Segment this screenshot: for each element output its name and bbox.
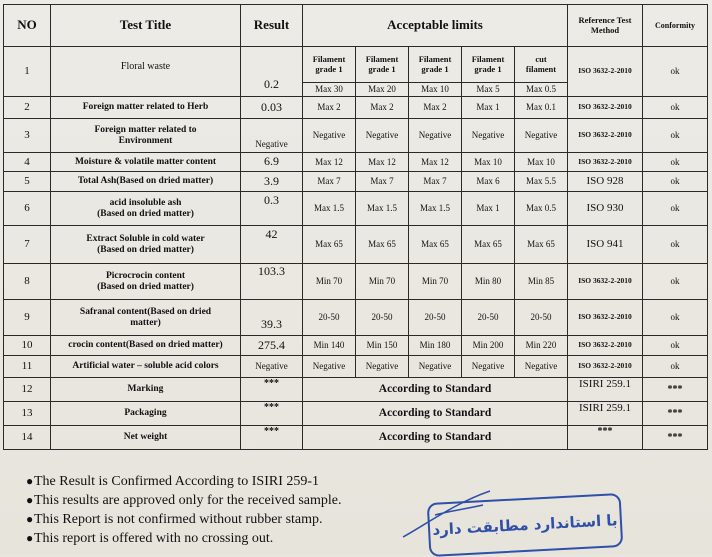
grade-header: cut filament [515, 47, 568, 83]
row-reference-method: ISO 3632-2-2010 [568, 300, 643, 336]
header-no: NO [4, 5, 51, 47]
row-result: 0.3 [241, 192, 303, 226]
limit-cell: Max 5 [462, 83, 515, 97]
limit-cell: Min 180 [409, 336, 462, 356]
row-conformity: ok [643, 47, 708, 97]
limit-cell: Max 65 [462, 226, 515, 264]
table-row [4, 426, 708, 450]
row-conformity: ok [643, 336, 708, 356]
limit-cell: Negative [515, 119, 568, 153]
row-number: 7 [4, 226, 51, 264]
limit-cell: Max 65 [409, 226, 462, 264]
header-row [4, 5, 708, 47]
limit-cell: Max 12 [303, 153, 356, 172]
row-conformity: *** [643, 378, 708, 402]
limit-cell: Min 70 [356, 264, 409, 300]
row-conformity: ok [643, 264, 708, 300]
row-number: 11 [4, 356, 51, 378]
limit-cell: 20-50 [409, 300, 462, 336]
limit-cell: 20-50 [356, 300, 409, 336]
limit-cell: Negative [462, 356, 515, 378]
conformity-stamp: با استاندارد مطابقت دارد [427, 493, 624, 557]
row-reference-method: ISO 3632-2-2010 [568, 119, 643, 153]
row-result: *** [241, 402, 303, 426]
limit-cell: Negative [356, 119, 409, 153]
row-conformity: ok [643, 300, 708, 336]
table-row [4, 119, 708, 153]
list-item: ●This results are approved only for the received sample. [10, 491, 342, 510]
table-row [4, 47, 708, 83]
grade-header: Filament grade 1 [462, 47, 515, 83]
limit-cell: Max 30 [303, 83, 356, 97]
limit-cell: Max 10 [515, 153, 568, 172]
limit-cell: Min 150 [356, 336, 409, 356]
limit-cell: Max 0.5 [515, 83, 568, 97]
table-row [4, 192, 708, 226]
limit-cell: Max 65 [303, 226, 356, 264]
header-test-title: Test Title [51, 5, 241, 47]
limit-cell: Max 7 [356, 172, 409, 192]
row-reference-method: ISO 3632-2-2010 [568, 356, 643, 378]
list-item: ●This report is offered with no crossing out. [10, 529, 342, 548]
row-number: 13 [4, 402, 51, 426]
limit-cell: Min 70 [303, 264, 356, 300]
limit-cell: Max 1.5 [303, 192, 356, 226]
row-test-title: Marking [51, 378, 241, 402]
row-test-title: Net weight [51, 426, 241, 450]
table-row [4, 356, 708, 378]
row-reference-method: ISIRI 259.1 [568, 378, 643, 402]
row-number: 5 [4, 172, 51, 192]
row-reference-method: ISO 930 [568, 192, 643, 226]
limit-cell: Max 2 [303, 97, 356, 119]
row-number: 10 [4, 336, 51, 356]
row-test-title: Safranal content(Based on dried matter) [51, 300, 241, 336]
header-acceptable-limits: Acceptable limits [303, 5, 568, 47]
row-test-title: crocin content(Based on dried matter) [51, 336, 241, 356]
row-result: 103.3 [241, 264, 303, 300]
row-number: 4 [4, 153, 51, 172]
row-number: 6 [4, 192, 51, 226]
row-conformity: ok [643, 97, 708, 119]
limit-cell: Min 70 [409, 264, 462, 300]
row-result: 42 [241, 226, 303, 264]
grade-header: Filament grade 1 [409, 47, 462, 83]
table-row [4, 153, 708, 172]
limit-cell: Negative [515, 356, 568, 378]
row-test-title: Moisture & volatile matter content [51, 153, 241, 172]
list-item: ●This Report is not confirmed without rubber stamp. [10, 510, 342, 529]
row-conformity: ok [643, 153, 708, 172]
row-test-title: Picrocrocin content (Based on dried matter) [51, 264, 241, 300]
header-conformity: Conformity [643, 5, 708, 47]
row-number: 12 [4, 378, 51, 402]
header-result: Result [241, 5, 303, 47]
row-number: 3 [4, 119, 51, 153]
row-result: 3.9 [241, 172, 303, 192]
row-result: 39.3 [241, 300, 303, 336]
limit-cell: 20-50 [515, 300, 568, 336]
limit-cell: Negative [462, 119, 515, 153]
table-row [4, 402, 708, 426]
row-result: *** [241, 378, 303, 402]
bullet-icon: ● [26, 474, 34, 488]
row-reference-method: ISO 3632-2-2010 [568, 153, 643, 172]
row-result: Negative [241, 119, 303, 153]
row-conformity: ok [643, 119, 708, 153]
limit-cell: Negative [356, 356, 409, 378]
limit-cell: Negative [303, 119, 356, 153]
row-number: 8 [4, 264, 51, 300]
row-test-title: Packaging [51, 402, 241, 426]
list-item: ●The Result is Confirmed According to ISIRI 259-1 [10, 472, 342, 491]
row-reference-method: ISO 928 [568, 172, 643, 192]
row-result: 0.2 [241, 47, 303, 97]
test-results-table [3, 4, 708, 450]
table-row [4, 378, 708, 402]
limit-cell: 20-50 [462, 300, 515, 336]
limit-cell: Negative [303, 356, 356, 378]
row-conformity: ok [643, 356, 708, 378]
limit-cell: Max 2 [409, 97, 462, 119]
limit-cell: Min 140 [303, 336, 356, 356]
limit-cell: Negative [409, 356, 462, 378]
row-result: *** [241, 426, 303, 450]
table-row [4, 300, 708, 336]
row-conformity: ok [643, 192, 708, 226]
row-test-title: Total Ash(Based on dried matter) [51, 172, 241, 192]
bullet-icon: ● [26, 512, 34, 526]
limit-cell: Max 6 [462, 172, 515, 192]
bullet-icon: ● [26, 531, 34, 545]
table-row [4, 336, 708, 356]
row-result: 0.03 [241, 97, 303, 119]
limit-cell: Max 0.1 [515, 97, 568, 119]
limit-cell: Max 10 [409, 83, 462, 97]
row-test-title: Floral waste [51, 47, 241, 97]
limit-cell: Max 7 [409, 172, 462, 192]
limit-cell: Max 1.5 [356, 192, 409, 226]
row-test-title: acid insoluble ash (Based on dried matter) [51, 192, 241, 226]
row-test-title: Artificial water – soluble acid colors [51, 356, 241, 378]
row-conformity: ok [643, 226, 708, 264]
limit-cell: Min 200 [462, 336, 515, 356]
row-reference-method: ISO 3632-2-2010 [568, 97, 643, 119]
limit-cell: Negative [409, 119, 462, 153]
row-result: 275.4 [241, 336, 303, 356]
row-reference-method: ISO 941 [568, 226, 643, 264]
limit-cell: Max 1 [462, 192, 515, 226]
row-number: 9 [4, 300, 51, 336]
limit-cell: Max 65 [356, 226, 409, 264]
limit-cell: Max 0.5 [515, 192, 568, 226]
limit-cell: Min 85 [515, 264, 568, 300]
table-row [4, 226, 708, 264]
row-reference-method: *** [568, 426, 643, 450]
row-number: 1 [4, 47, 51, 97]
row-conformity: ok [643, 172, 708, 192]
report-notes [10, 472, 342, 548]
row-reference-method: ISO 3632-2-2010 [568, 264, 643, 300]
limit-cell: Max 7 [303, 172, 356, 192]
row-reference-method: ISO 3632-2-2010 [568, 336, 643, 356]
limit-cell: Max 10 [462, 153, 515, 172]
table-row [4, 97, 708, 119]
limit-cell: Max 12 [409, 153, 462, 172]
row-reference-method: ISO 3632-2-2010 [568, 47, 643, 97]
limit-cell: Max 65 [515, 226, 568, 264]
bullet-icon: ● [26, 493, 34, 507]
row-test-title: Foreign matter related to Environment [51, 119, 241, 153]
limit-cell: Max 2 [356, 97, 409, 119]
row-standard-limit: According to Standard [303, 378, 568, 402]
limit-cell: Max 1.5 [409, 192, 462, 226]
row-standard-limit: According to Standard [303, 402, 568, 426]
row-result: Negative [241, 356, 303, 378]
row-standard-limit: According to Standard [303, 426, 568, 450]
limit-cell: Max 20 [356, 83, 409, 97]
limit-cell: 20-50 [303, 300, 356, 336]
limit-cell: Max 1 [462, 97, 515, 119]
row-number: 2 [4, 97, 51, 119]
row-reference-method: ISIRI 259.1 [568, 402, 643, 426]
grade-header: Filament grade 1 [303, 47, 356, 83]
row-conformity: *** [643, 402, 708, 426]
table-row [4, 172, 708, 192]
table-row [4, 264, 708, 300]
row-test-title: Foreign matter related to Herb [51, 97, 241, 119]
row-conformity: *** [643, 426, 708, 450]
limit-cell: Max 12 [356, 153, 409, 172]
row-result: 6.9 [241, 153, 303, 172]
grade-header: Filament grade 1 [356, 47, 409, 83]
limit-cell: Min 220 [515, 336, 568, 356]
limit-cell: Max 5.5 [515, 172, 568, 192]
header-reference-method: Reference Test Method [568, 5, 643, 47]
row-test-title: Extract Soluble in cold water (Based on dried matter) [51, 226, 241, 264]
limit-cell: Min 80 [462, 264, 515, 300]
row-number: 14 [4, 426, 51, 450]
